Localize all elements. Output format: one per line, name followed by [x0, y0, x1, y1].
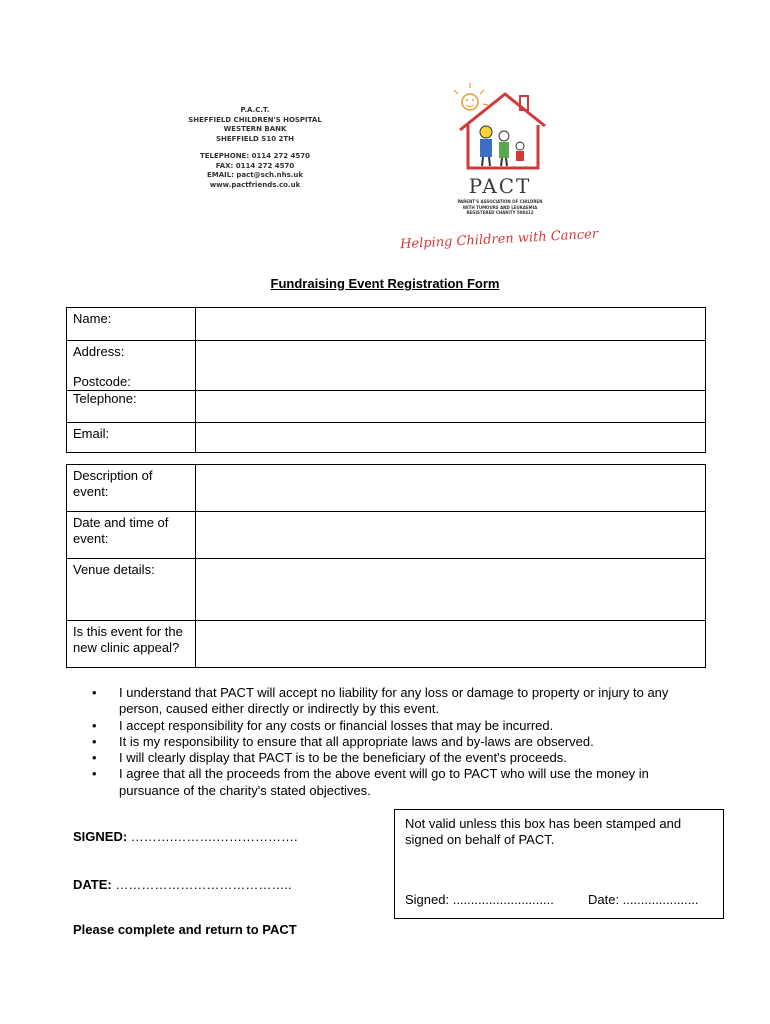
- letterhead: [150, 80, 610, 260]
- event-details-table: [66, 464, 706, 668]
- clinic-appeal-label: Is this event for the new clinic appeal?: [67, 621, 196, 668]
- date-label: DATE:: [73, 877, 112, 892]
- email-label: Email:: [67, 423, 196, 453]
- declaration-item: • I agree that all the proceeds from the above event will go to PACT who will use the money in pursuance of the charity's stated objectives.: [92, 766, 712, 799]
- signed-label: SIGNED:: [73, 829, 128, 844]
- address-line: SHEFFIELD CHILDREN'S HOSPITAL: [188, 115, 322, 124]
- venue-label: Venue details:: [67, 559, 196, 621]
- declarations-list: [92, 685, 712, 799]
- email-line: EMAIL: pact@sch.nhs.uk: [206, 171, 304, 179]
- declaration-item: • I will clearly display that PACT is to be the beneficiary of the event's proceeds.: [92, 750, 712, 766]
- box-signed-line[interactable]: Signed: ............................: [405, 892, 554, 907]
- declaration-item: • I accept responsibility for any costs or financial losses that may be incurred.: [92, 718, 712, 734]
- address-field[interactable]: [196, 341, 706, 391]
- address-line: WESTERN BANK: [223, 125, 287, 133]
- org-address: [170, 106, 340, 190]
- name-field[interactable]: [196, 308, 706, 341]
- logo-wordmark: PACT: [468, 174, 532, 198]
- logo-subtitle: [455, 199, 545, 216]
- declaration-item: • I understand that PACT will accept no liability for any loss or damage to property or injury to any person, caused either directly or indirectly by this event.: [92, 685, 712, 718]
- logo-sub-line: REGISTERED CHARITY 508412: [466, 210, 534, 215]
- logo-sub-line: PARENT'S ASSOCIATION OF CHILDREN: [457, 199, 543, 204]
- return-note: Please complete and return to PACT: [73, 922, 297, 937]
- validation-box: [394, 809, 724, 919]
- address-label: [67, 341, 196, 391]
- signed-line[interactable]: [73, 829, 298, 844]
- logo-tagline: Helping Children with Cancer: [399, 226, 599, 253]
- event-datetime-field[interactable]: [196, 512, 706, 559]
- validation-note: Not valid unless this box has been stamped and signed on behalf of PACT.: [405, 816, 682, 847]
- event-datetime-label: Date and time of event:: [67, 512, 196, 559]
- form-title: Fundraising Event Registration Form: [270, 276, 500, 291]
- telephone-field[interactable]: [196, 391, 706, 423]
- clinic-appeal-field[interactable]: [196, 621, 706, 668]
- address-line: SHEFFIELD S10 2TH: [215, 134, 295, 143]
- name-label: Name:: [67, 308, 196, 341]
- event-description-field[interactable]: [196, 465, 706, 512]
- logo-sub-line: WITH TUMOURS AND LEUKAEMIA: [462, 204, 538, 210]
- fax-line: FAX: 0114 272 4570: [215, 161, 295, 170]
- postcode-label: Postcode:: [73, 374, 131, 389]
- venue-field[interactable]: [196, 559, 706, 621]
- declaration-item: • It is my responsibility to ensure that all appropriate laws and by-laws are observed.: [92, 734, 712, 750]
- event-description-label: Description of event:: [67, 465, 196, 512]
- website-line: www.pactfriends.co.uk: [209, 180, 301, 189]
- email-field[interactable]: [196, 423, 706, 453]
- signed-dots: ……….……….……………….: [130, 829, 298, 844]
- address-line: P.A.C.T.: [240, 106, 270, 114]
- date-dots: …………………………………..: [115, 877, 292, 892]
- date-line[interactable]: [73, 877, 292, 892]
- telephone-label: Telephone:: [67, 391, 196, 423]
- address-label-text: Address:: [73, 344, 125, 359]
- telephone-line: TELEPHONE: 0114 272 4570: [199, 152, 311, 160]
- box-date-line[interactable]: Date: .....................: [588, 892, 699, 907]
- contact-details-table: [66, 307, 706, 453]
- pact-logo: [399, 80, 600, 260]
